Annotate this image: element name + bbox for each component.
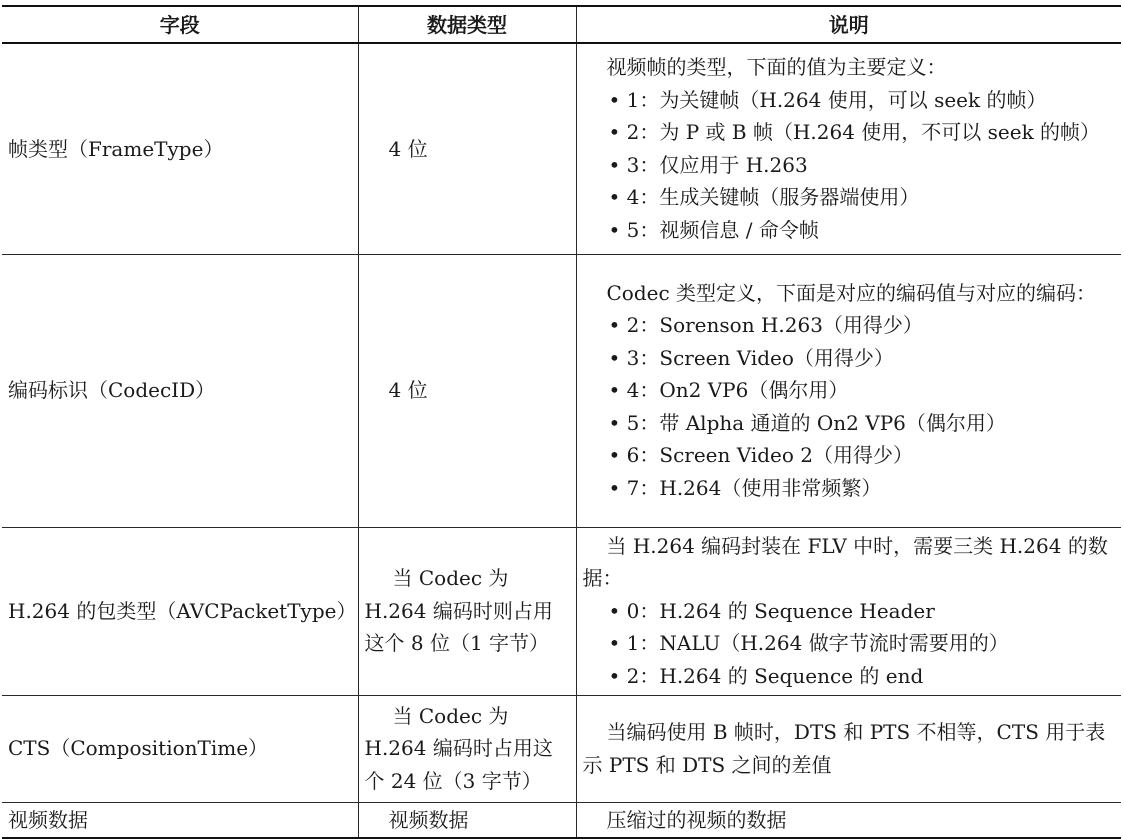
table-row [2,802,1121,838]
description-cell [576,43,1121,254]
list-item: • 4：On2 VP6（偶尔用） [608,378,849,403]
list-item: • 2：为 P 或 B 帧（H.264 使用，不可以 seek 的帧） [608,120,1101,145]
type-text: 当 Codec 为 H.264 编码时占用这个 24 位（3 字节） [364,703,553,793]
list-item: • 0：H.264 的 Sequence Header [608,598,935,623]
list-item: • 3：Screen Video（用得少） [608,345,894,370]
table-row [2,695,1121,802]
description-intro: 当编码使用 B 帧时，DTS 和 PTS 不相等，CTS 用于表示 PTS 和 DTS 之间的差值 [582,720,1106,777]
description-cell [576,695,1121,802]
list-item: • 2：Sorenson H.263（用得少） [608,313,923,338]
description-intro: Codec 类型定义，下面是对应的编码值与对应的编码： [606,280,1097,305]
table-header-row [2,6,1121,43]
description-cell [576,254,1121,527]
table-row [2,527,1121,695]
header-data-type: 数据类型 [358,6,576,43]
list-item: • 3：仅应用于 H.263 [608,152,808,177]
type-cell [358,695,576,802]
field-cell: H.264 的包类型（AVCPacketType） [2,527,358,695]
list-item: • 2：H.264 的 Sequence 的 end [608,663,924,688]
description-cell [576,527,1121,695]
description-list [583,309,1116,504]
list-item: • 1：NALU（H.264 做字节流时需要用的） [608,631,1009,656]
description-intro: 视频帧的类型，下面的值为主要定义： [606,55,947,80]
type-cell: 4 位 [358,254,576,527]
list-item: • 5：视频信息 / 命令帧 [608,217,819,242]
description-list [583,84,1116,247]
description-list [583,595,1116,693]
description-intro: 压缩过的视频的数据 [606,807,787,832]
field-cell: 视频数据 [2,802,358,838]
type-cell: 视频数据 [358,802,576,838]
list-item: • 6：Screen Video 2（用得少） [608,443,914,468]
field-cell: 帧类型（FrameType） [2,43,358,254]
field-cell: 编码标识（CodecID） [2,254,358,527]
field-cell: CTS（CompositionTime） [2,695,358,802]
description-intro: 当 H.264 编码封装在 FLV 中时，需要三类 H.264 的数据： [582,533,1108,591]
list-item: • 4：生成关键帧（服务器端使用） [608,185,920,210]
description-cell [576,802,1121,838]
table-row [2,43,1121,254]
list-item: • 1：为关键帧（H.264 使用，可以 seek 的帧） [608,87,1047,112]
header-description: 说明 [576,6,1121,43]
type-cell [358,527,576,695]
type-cell: 4 位 [358,43,576,254]
table-row [2,254,1121,527]
list-item: • 5：带 Alpha 通道的 On2 VP6（偶尔用） [608,410,1006,435]
header-field: 字段 [2,6,358,43]
video-tag-header-table [2,5,1121,839]
list-item: • 7：H.264（使用非常频繁） [608,475,882,500]
type-text: 当 Codec 为 H.264 编码时则占用这个 8 位（1 字节） [364,566,553,656]
